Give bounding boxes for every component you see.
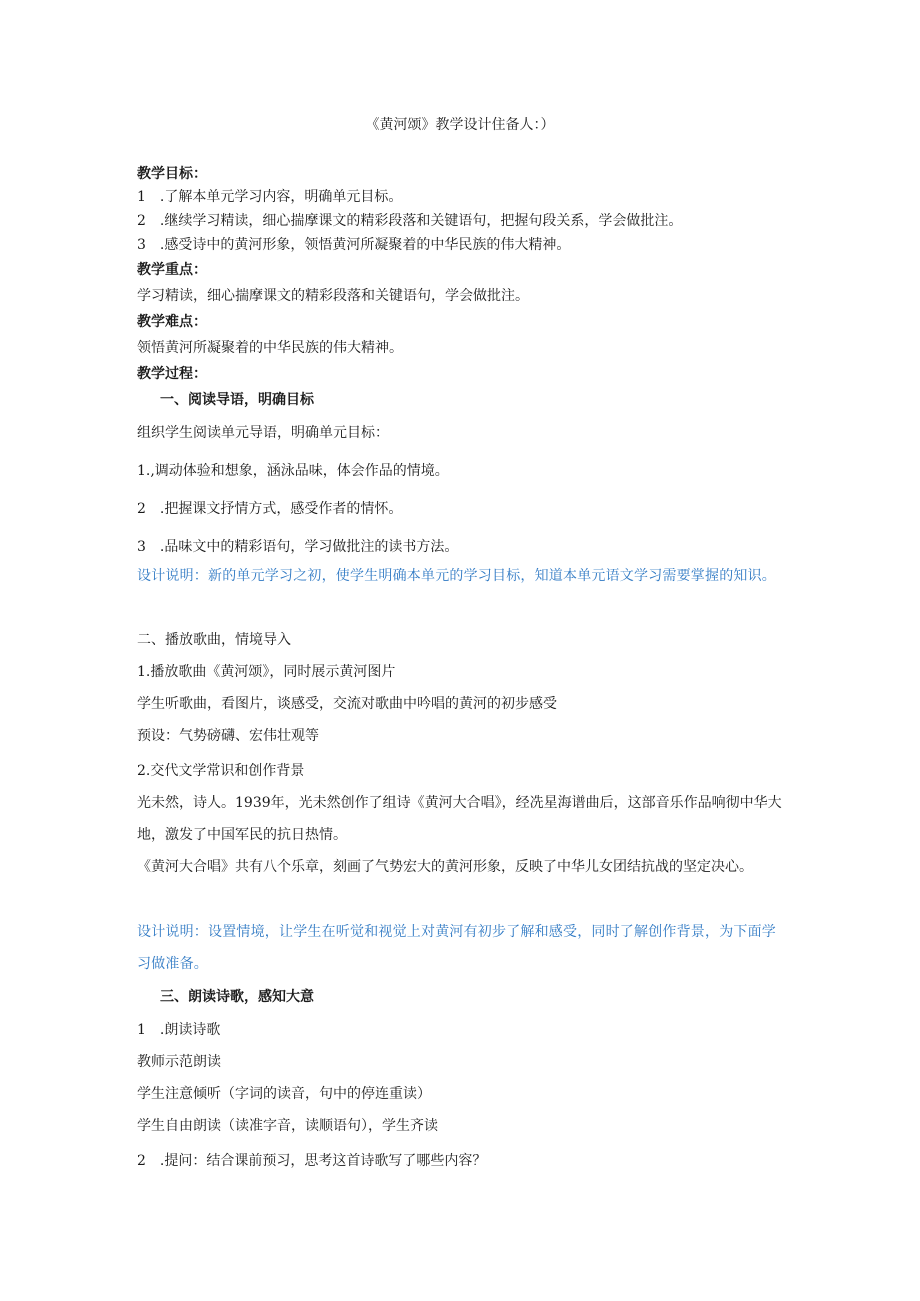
section3-line-2: 学生注意倾听（字词的读音，句中的停连重读） bbox=[137, 1086, 431, 1102]
section1-heading: 一、阅读导语，明确目标 bbox=[160, 392, 314, 408]
section1-design-note: 设计说明：新的单元学习之初，使学生明确本单元的学习目标，知道本单元语文学习需要掌握的知识。 bbox=[137, 568, 776, 584]
goal-item-3: 3 .感受诗中的黄河形象，领悟黄河所凝聚着的中华民族的伟大精神。 bbox=[137, 237, 571, 253]
section1-item-1: 1.,调动体验和想象，涵泳品味，体会作品的情境。 bbox=[137, 463, 449, 479]
difficulties-heading: 教学难点： bbox=[137, 314, 207, 330]
key-points-heading: 教学重点： bbox=[137, 262, 207, 278]
section1-item-2: 2 .把握课文抒情方式，感受作者的情怀。 bbox=[137, 501, 403, 517]
section2-heading: 二、播放歌曲，情境导入 bbox=[137, 632, 291, 648]
difficulties-text: 领悟黄河所凝聚着的中华民族的伟大精神。 bbox=[137, 340, 403, 356]
section3-step1: 1 .朗读诗歌 bbox=[137, 1022, 221, 1038]
section3-line-1: 教师示范朗读 bbox=[137, 1054, 221, 1070]
section2-step1-preset: 预设：气势磅礴、宏伟壮观等 bbox=[137, 728, 319, 744]
key-points-text: 学习精读，细心揣摩课文的精彩段落和关键语句，学会做批注。 bbox=[137, 288, 529, 304]
process-heading: 教学过程： bbox=[137, 366, 207, 382]
section2-step2: 2.交代文学常识和创作背景 bbox=[137, 763, 305, 779]
section1-item-3: 3 .品味文中的精彩语句，学习做批注的读书方法。 bbox=[137, 539, 459, 555]
section2-step1-detail: 学生听歌曲，看图片，谈感受，交流对歌曲中吟唱的黄河的初步感受 bbox=[137, 696, 557, 712]
section2-movements-paragraph: 《黄河大合唱》共有八个乐章，刻画了气势宏大的黄河形象，反映了中华儿女团结抗战的坚定决心。 bbox=[137, 859, 753, 875]
section3-step2: 2 .提问：结合课前预习，思考这首诗歌写了哪些内容？ bbox=[137, 1153, 487, 1169]
section2-design-note: 设计说明：设置情境，让学生在听觉和视觉上对黄河有初步了解和感受，同时了解创作背景，为下面学习做准备。 bbox=[137, 924, 776, 972]
document-title: 《黄河颂》教学设计住备人：） bbox=[365, 117, 555, 133]
section3-heading: 三、朗读诗歌，感知大意 bbox=[160, 989, 314, 1005]
section2-background-paragraph: 光未然，诗人。1939年，光未然创作了组诗《黄河大合唱》，经冼星海谱曲后，这部音乐作品响彻中华大地，激发了中国军民的抗日热情。 bbox=[137, 795, 782, 843]
goal-item-2: 2 .继续学习精读，细心揣摩课文的精彩段落和关键语句，把握句段关系，学会做批注。 bbox=[137, 213, 683, 229]
section1-intro: 组织学生阅读单元导语，明确单元目标： bbox=[137, 425, 389, 441]
goal-item-1: 1 .了解本单元学习内容，明确单元目标。 bbox=[137, 189, 403, 205]
goals-heading: 教学目标： bbox=[137, 166, 207, 182]
section3-line-3: 学生自由朗读（读准字音，读顺语句），学生齐读 bbox=[137, 1118, 438, 1134]
section2-step1: 1.播放歌曲《黄河颂》，同时展示黄河图片 bbox=[137, 664, 396, 680]
